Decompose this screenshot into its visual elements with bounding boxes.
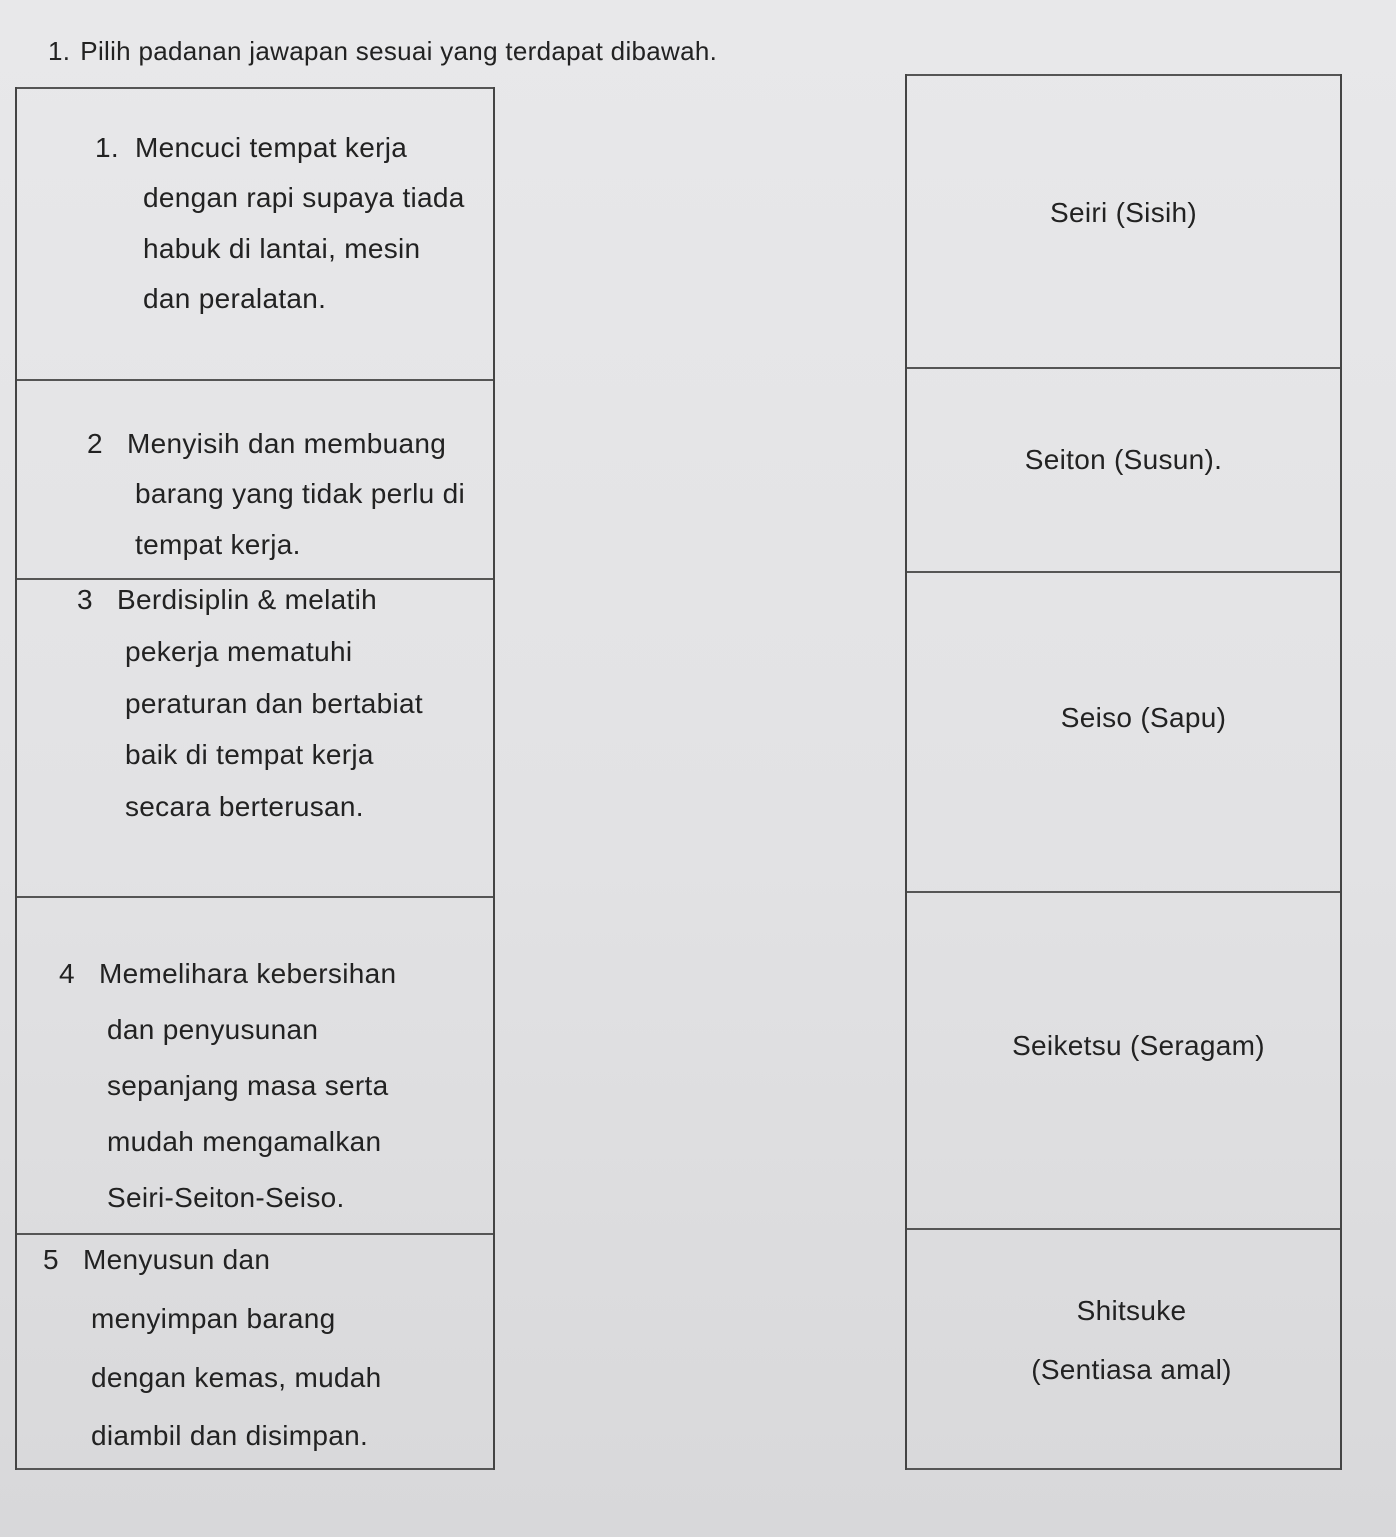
answer-5 [923, 1282, 1340, 1400]
answer-1 [907, 184, 1340, 243]
statement-1 [95, 123, 465, 325]
statement-cell-1[interactable] [17, 87, 493, 379]
statement-cell-4[interactable] [17, 896, 493, 1233]
statement-line: dan penyusunan [107, 1014, 319, 1045]
statement-line: menyimpan barang [91, 1302, 336, 1334]
question-heading [48, 36, 717, 67]
answer-line: Seiketsu (Seragam) [1012, 1030, 1265, 1061]
answers-column [905, 74, 1342, 1470]
answer-cell-5[interactable] [907, 1228, 1340, 1470]
statement-line: mudah mengamalkan [107, 1126, 382, 1157]
statement-line: habuk di lantai, mesin [143, 232, 421, 264]
answer-line: Shitsuke [1076, 1295, 1187, 1326]
answer-4 [937, 1017, 1340, 1076]
statement-line: peraturan dan bertabiat [125, 687, 424, 719]
answer-3 [947, 689, 1340, 748]
statement-cell-2[interactable] [17, 379, 493, 578]
statement-line: Menyisih dan membuang [127, 428, 447, 459]
answer-line: Seiri (Sisih) [1049, 197, 1198, 228]
statement-4 [59, 946, 396, 1226]
statement-line: dan peralatan. [143, 283, 327, 315]
statement-line: diambil dan disimpan. [91, 1420, 369, 1452]
statement-line: dengan rapi supaya tiada [143, 182, 465, 214]
statement-line: Menyusun dan [83, 1244, 271, 1275]
statement-line: sepanjang masa serta [107, 1070, 389, 1101]
statement-line: pekerja mematuhi [125, 635, 353, 667]
statement-line: secara berterusan. [125, 791, 364, 823]
answer-line: (Sentiasa amal) [1031, 1353, 1232, 1385]
statement-5 [43, 1231, 382, 1466]
statement-3 [77, 574, 423, 833]
answer-cell-2[interactable] [907, 367, 1340, 571]
question-text: Pilih padanan jawapan sesuai yang terdapat dibawah. [80, 36, 718, 66]
statement-number: 5 [43, 1244, 59, 1275]
statements-column [15, 87, 495, 1470]
statement-line: barang yang tidak perlu di [135, 478, 466, 510]
statement-line: Mencuci tempat kerja [135, 132, 408, 163]
statement-line: Seiri-Seiton-Seiso. [107, 1182, 345, 1213]
statement-cell-3[interactable] [17, 578, 493, 896]
statement-number: 4 [59, 958, 75, 989]
answer-cell-3[interactable] [907, 571, 1340, 891]
statement-line: dengan kemas, mudah [91, 1361, 382, 1393]
question-number: 1. [48, 36, 71, 66]
statement-number: 3 [77, 584, 93, 615]
answer-cell-4[interactable] [907, 891, 1340, 1228]
statement-line: Memelihara kebersihan [99, 958, 397, 989]
statement-number: 1. [95, 132, 119, 163]
answer-line: Seiton (Susun). [1024, 444, 1223, 475]
statement-number: 2 [87, 428, 103, 459]
statement-line: tempat kerja. [135, 528, 301, 560]
statement-cell-5[interactable] [17, 1233, 493, 1470]
statement-line: Berdisiplin & melatih [117, 584, 377, 615]
statement-line: baik di tempat kerja [125, 739, 374, 771]
answer-cell-1[interactable] [907, 74, 1340, 367]
statement-2 [87, 419, 465, 570]
answer-line: Seiso (Sapu) [1060, 702, 1227, 733]
answer-2 [907, 431, 1340, 490]
